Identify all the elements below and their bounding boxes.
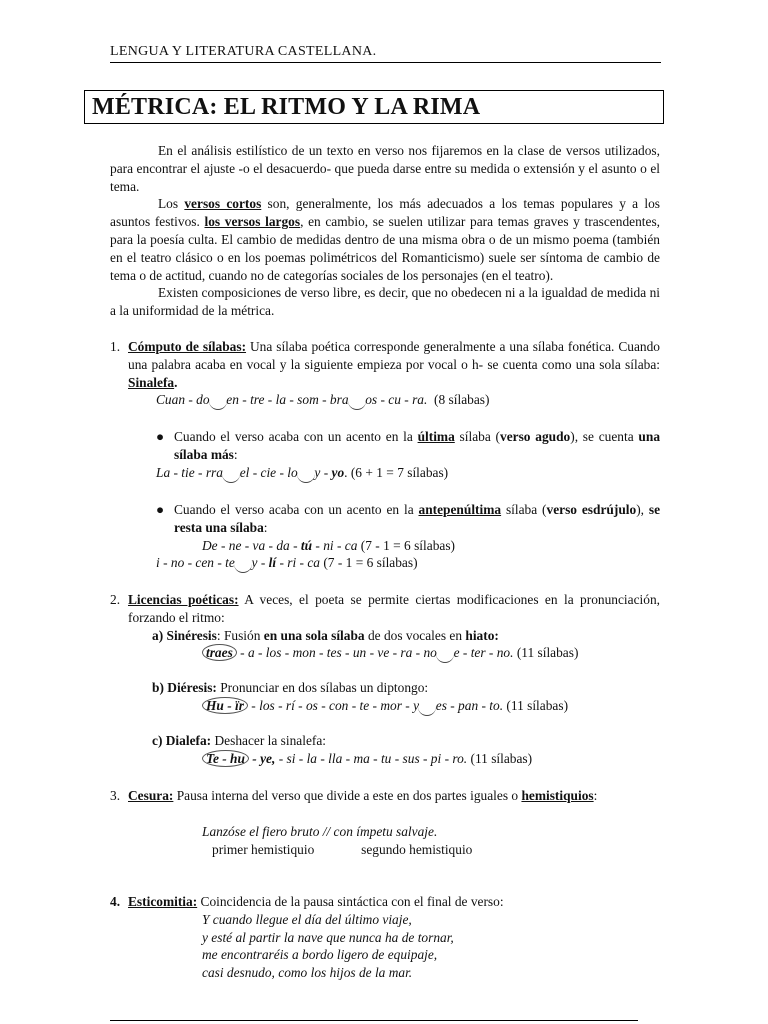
verse-example-2: [110, 464, 660, 483]
page-title: MÉTRICA: EL RITMO Y LA RIMA: [92, 94, 481, 120]
verse-part: y -: [251, 555, 269, 571]
item-label: a): [152, 627, 164, 643]
verse-part: De - ne - va - da -: [202, 537, 301, 553]
text: en una sola sílaba: [263, 627, 365, 643]
versos-cortos-term: versos cortos: [184, 196, 262, 212]
verse-part: - si - la - lla - ma - tu - sus - pi - ro.: [275, 750, 468, 766]
sinalefa-term: Sinalefa: [128, 374, 175, 390]
text: Cuando el verso acaba con un acento en la: [174, 429, 418, 445]
sinalefa-arc: [436, 654, 454, 663]
verse-part: en - tre - la - som - bra: [226, 392, 349, 408]
sineresis-item: [110, 627, 660, 645]
text: Coincidencia de la pausa sintáctica con el final de verso:: [197, 894, 504, 909]
text: Pausa interna del verso que divide a este en dos partes iguales o: [173, 788, 522, 803]
dieresis-item: [110, 679, 660, 697]
intro-paragraph-2: [110, 195, 660, 284]
poem-line: Y cuando llegue el día del último viaje,: [202, 911, 412, 927]
text: ),: [636, 501, 649, 517]
dieresis-term: Diéresis:: [167, 680, 217, 696]
computo-heading: Cómputo de sílabas:: [128, 339, 247, 354]
bullet-verso-agudo: [110, 428, 660, 464]
running-header: LENGUA Y LITERATURA CASTELLANA.: [110, 44, 661, 63]
verse-stressed: yo: [331, 464, 345, 480]
intro-paragraph-1: En el análisis estilístico de un texto en verso nos fijaremos en la clase de versos utilizados, para encontrar el ajuste -o el desacuerdo- que pueda darse entre su medida o extensión y el asunto o el tema.: [110, 143, 660, 194]
verse-part: - a - los - mon - tes - un - ve - ra - no: [236, 645, 437, 661]
dialefa-verse: [110, 750, 660, 768]
section-number: 4.: [110, 894, 121, 909]
sineresis-verse: [110, 644, 660, 663]
text: sílaba (: [501, 501, 547, 517]
text: A veces, el poeta se permite ciertas modificaciones en la pronunciación, forzando el ritmo:: [128, 592, 660, 625]
hemistiquio-label-2: segundo hemistiquio: [361, 841, 473, 857]
syllable-count: (11 sílabas): [467, 750, 533, 766]
sineresis-term: Sinéresis: [166, 627, 217, 643]
ultima-term: última: [417, 429, 455, 445]
licencias-heading: Licencias poéticas:: [128, 592, 239, 607]
intro-paragraph-3: Existen composiciones de verso libre, es decir, que no obedecen ni a la igualdad de medida ni a la uniformidad de la métrica.: [110, 285, 660, 319]
circled-syllable: Hu - ïr: [202, 697, 248, 714]
verse-part: - ni - ca: [312, 537, 358, 553]
verse-part: Cuan - do: [156, 392, 210, 408]
verse-example-1: [110, 391, 660, 410]
hemistiquios-term: hemistiquios: [521, 788, 594, 803]
item-label: b): [152, 680, 164, 696]
text: ), se cuenta: [570, 429, 639, 445]
sinalefa-arc: [348, 401, 366, 410]
cesura-heading: Cesura:: [128, 788, 174, 803]
sinalefa-arc: [297, 474, 315, 483]
cesura-verse: Lanzóse el fiero bruto // con ímpetu salvaje.: [202, 823, 438, 839]
poem-line: casi desnudo, como los hijos de la mar.: [202, 965, 413, 981]
title-box: [84, 90, 664, 124]
antepenultima-term: antepenúltima: [418, 501, 502, 517]
silaba-mas-term: una sílaba más: [174, 429, 661, 463]
syllable-count: (11 sílabas): [503, 698, 569, 714]
sinalefa-arc: [418, 707, 436, 716]
section-number: 2.: [110, 592, 121, 607]
hemistiquio-labels: [110, 841, 660, 859]
syllable-count: (7 - 1 = 6 sílabas): [357, 537, 455, 553]
verso-esdrujulo-term: verso esdrújulo: [546, 501, 637, 517]
hiato-term: hiato:: [465, 627, 499, 643]
syllable-count: (8 sílabas): [434, 392, 490, 408]
circled-syllable: Te - hu: [202, 750, 249, 767]
esticomitia-paragraph: [110, 893, 660, 911]
verse-example-4: [110, 554, 660, 573]
text: sílaba (: [454, 429, 500, 445]
computo-section: [110, 338, 660, 573]
bullet-icon: ●: [156, 429, 165, 445]
hemistiquio-label-1: primer hemistiquio: [212, 841, 315, 857]
text: de dos vocales en: [364, 627, 466, 643]
verse-part: el - cie - lo: [239, 464, 298, 480]
cesura-section: [110, 787, 660, 858]
verse-part: e - ter - no.: [453, 645, 514, 661]
resta-silaba-term: se resta una sílaba: [174, 501, 661, 535]
verse-part: os - cu - ra.: [365, 392, 428, 408]
verse-part: La - tie - rra: [156, 464, 223, 480]
cesura-paragraph: [110, 787, 660, 805]
sinalefa-arc: [209, 401, 227, 410]
dialefa-item: [110, 732, 660, 750]
poem-line: y esté al partir la nave que nunca ha de tornar,: [202, 929, 454, 945]
licencias-section: [110, 591, 660, 768]
verse-example-3: [110, 537, 660, 555]
text: :: [263, 519, 268, 535]
text: :: [233, 447, 238, 463]
verse-stressed: tú: [300, 537, 313, 553]
verse-stressed: lí: [268, 555, 277, 571]
poem-line: me encontraréis a bordo ligero de equipaje,: [202, 947, 438, 963]
versos-largos-term: los versos largos: [204, 214, 301, 230]
item-label: c): [152, 733, 163, 749]
text: Una sílaba poética corresponde generalmente a una sílaba fonética. Cuando una palabra acaba en vocal y la siguiente empieza por vocal o h- se cuenta como una sola sílaba:: [128, 339, 660, 372]
text: Los: [158, 196, 185, 212]
text: , en cambio, se suelen utilizar para temas graves y trascendentes, para la poesía culta. El cambio de medidas dentro de una misma obra o de un mismo poema (también en el teatro clásico o en los poemas polimétricos del Romanticismo) suele ser síntoma de cambio de tema o de actitud, cuando no de categorías sociales de los personajes (en el teatro).: [110, 214, 661, 283]
circled-syllable: traes: [202, 644, 237, 661]
text: son, generalmente, los más adecuados a los temas populares y a los asuntos festivos.: [110, 196, 660, 230]
verse-part: - ye,: [248, 750, 276, 766]
verse-part: - los - rí - os - con - te - mor - y: [247, 698, 420, 714]
syllable-count: . (6 + 1 = 7 sílabas): [344, 464, 449, 480]
esticomitia-section: [110, 893, 660, 982]
section-number: 3.: [110, 788, 121, 803]
text: Deshacer la sinalefa:: [211, 733, 327, 749]
intro-section: [110, 142, 660, 320]
computo-paragraph: 1. Cómputo de sílabas: Una sílaba poética corresponde generalmente a una sílaba fonética. Cuando una palabra acaba en vocal y la siguiente empieza por vocal o h- se cuenta como una sola sílaba: Sinalefa.: [110, 339, 660, 390]
text: :: [593, 788, 598, 803]
verse-part: - ri - ca: [276, 555, 320, 571]
verse-part: es - pan - to.: [435, 698, 504, 714]
section-number: 1.: [110, 339, 121, 354]
licencias-paragraph: [110, 591, 660, 627]
text: Cuando el verso acaba con un acento en la: [174, 501, 419, 517]
syllable-count: (11 sílabas): [513, 645, 579, 661]
esticomitia-heading: Esticomitia:: [128, 894, 198, 909]
text: Pronunciar en dos sílabas un diptongo:: [216, 680, 429, 696]
text: : Fusión: [216, 627, 264, 643]
verse-part: i - no - cen - te: [156, 555, 235, 571]
sinalefa-arc: [234, 564, 252, 573]
bullet-verso-esdrujulo: [110, 501, 660, 537]
footer-rule: [110, 1020, 638, 1021]
syllable-count: (7 - 1 = 6 sílabas): [320, 555, 418, 571]
bullet-icon: ●: [156, 501, 165, 517]
dieresis-verse: [110, 697, 660, 716]
sinalefa-arc: [222, 474, 240, 483]
dialefa-term: Dialefa:: [165, 733, 212, 749]
verse-part: y -: [314, 464, 332, 480]
verso-agudo-term: verso agudo: [500, 429, 571, 445]
